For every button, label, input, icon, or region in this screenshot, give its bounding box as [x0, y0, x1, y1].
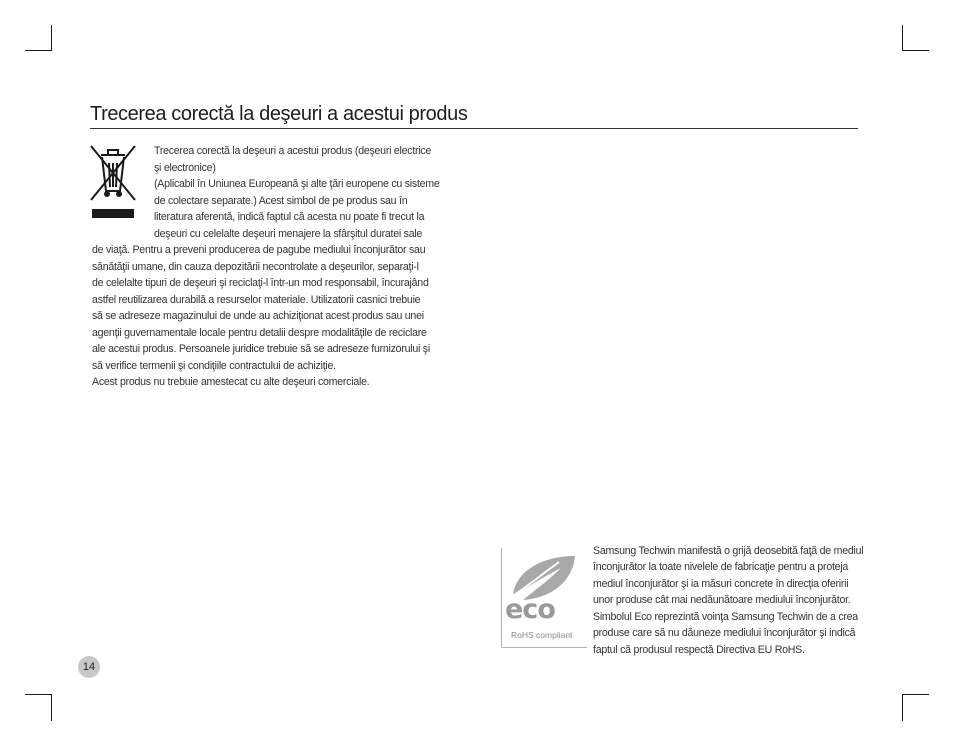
eco-text-line: Samsung Techwin manifestă o grijă deosebită faţă de mediul	[593, 545, 864, 557]
disposal-text-line: ale acestui produs. Persoanele juridice trebuie să se adreseze furnizorului şi	[92, 343, 430, 355]
crop-mark-top-right-v	[902, 25, 903, 51]
disposal-text-line: Acest produs nu trebuie amestecat cu alte deşeuri comerciale.	[92, 376, 370, 388]
crop-mark-bottom-left-h	[25, 694, 52, 695]
eco-text-line: unor produse cât mai nedăunătoare mediului înconjurător.	[593, 594, 851, 606]
eco-text-line: faptul că produsul respectă Directiva EU RoHS.	[593, 644, 805, 656]
bin-underline-bar	[92, 209, 134, 218]
disposal-text-line: să se adreseze magazinului de unde au achiziţionat acest produs sau unei	[92, 310, 424, 322]
disposal-text-line: de colectare separate.) Acest simbol de pe produs sau în	[154, 195, 408, 207]
eco-text-line: înconjurător la toate nivelele de fabricaţie pentru a proteja	[593, 561, 849, 573]
disposal-text-line: de celelalte tipuri de deşeuri şi reciclaţi-l într-un mod responsabil, încurajând	[92, 277, 429, 289]
crop-mark-bottom-right-v	[902, 694, 903, 721]
page-title: Trecerea corectă la deşeuri a acestui produs	[90, 103, 858, 129]
crop-mark-top-left-v	[51, 25, 52, 51]
disposal-text-line: agenţii guvernamentale locale pentru detalii despre modalităţile de reciclare	[92, 327, 427, 339]
disposal-text-line: astfel reutilizarea durabilă a resurselor materiale. Utilizatorii casnici trebuie	[92, 294, 421, 306]
disposal-text-line: şi electronice)	[154, 162, 216, 174]
eco-text-line: mediul înconjurător şi ia măsuri concrete în direcţia oferirii	[593, 578, 849, 590]
crop-mark-top-right-h	[902, 50, 929, 51]
crop-mark-top-left-h	[25, 50, 52, 51]
disposal-text-line: (Aplicabil în Uniunea Europeană şi alte ţări europene cu sisteme	[154, 178, 440, 190]
rohs-caption: RoHS compliant	[511, 630, 573, 640]
eco-text-line: Simbolul Eco reprezintă voinţa Samsung Techwin de a crea	[593, 611, 858, 623]
crossed-out-bin-icon	[88, 143, 138, 203]
disposal-text-line: deşeuri cu celelalte deşeuri menajere la sfârşitul duratei sale	[154, 228, 423, 240]
page-number-badge: 14	[78, 656, 100, 678]
disposal-text-line: sănătăţii umane, din cauza depozitării necontrolate a deşeurilor, separaţi-l	[92, 261, 419, 273]
eco-logo-word: eco	[505, 594, 555, 625]
disposal-text-line: literatura aferentă, indică faptul că acesta nu poate fi trecut la	[154, 211, 425, 223]
disposal-text-line: Trecerea corectă la deşeuri a acestui produs (deşeuri electrice	[154, 145, 432, 157]
crop-mark-bottom-left-v	[51, 694, 52, 721]
crop-mark-bottom-right-h	[902, 694, 929, 695]
disposal-text-line: să verifice termenii şi condiţiile contractului de achiziţie.	[92, 360, 336, 372]
eco-text-line: produse care să nu dăuneze mediului înconjurător şi indică	[593, 627, 856, 639]
disposal-text-line: de viaţă. Pentru a preveni producerea de pagube mediului înconjurător sau	[92, 244, 426, 256]
